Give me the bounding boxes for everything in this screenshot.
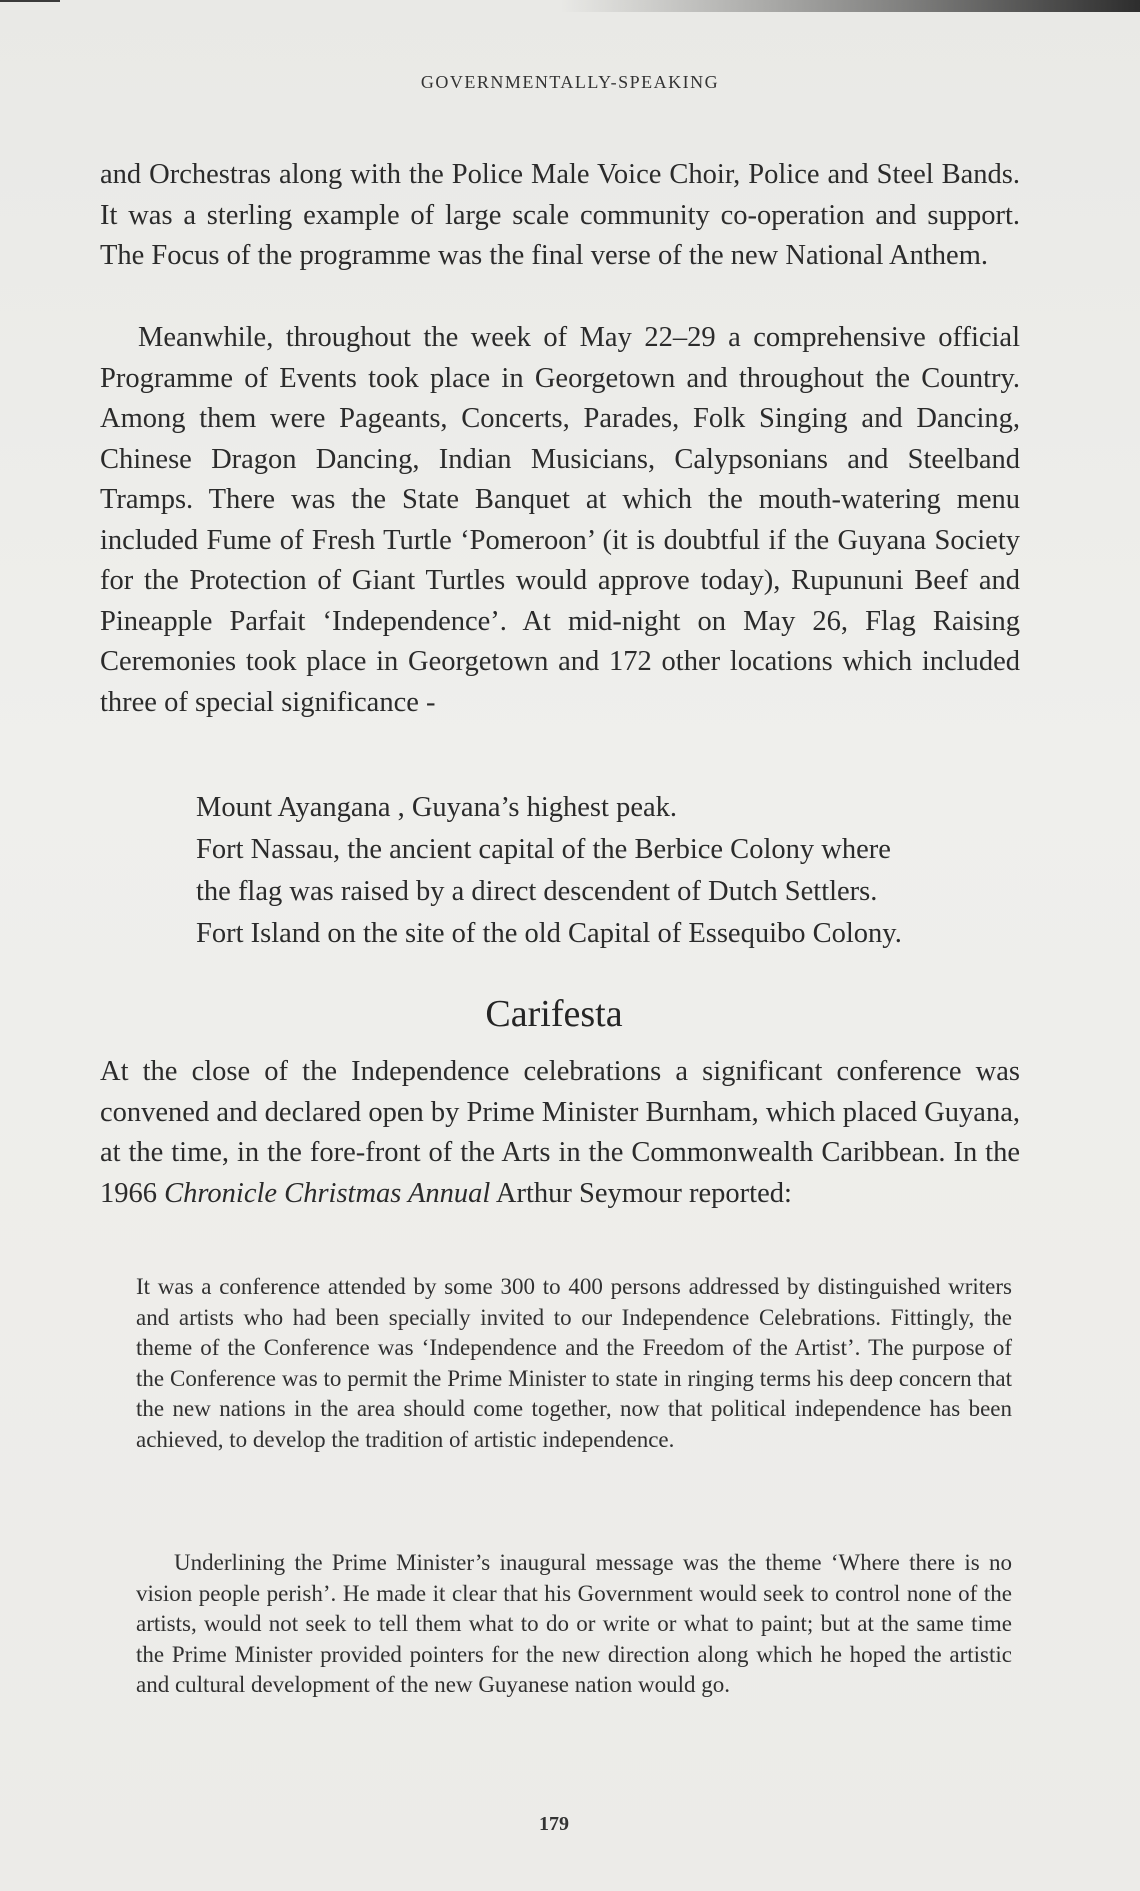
- location-line: Fort Island on the site of the old Capital of Essequibo Colony.: [196, 918, 902, 949]
- paragraph-2-text: Meanwhile, throughout the week of May 22–29 a comprehensive official Programme of Events took place in Georgetown and throughout the Country. Among them were Pageants, Concerts, Parades, Folk Singing and Dancing, Chinese Dragon Dancing, Indian Musicians, Calypsonians and Steelband Tramps. There was the State Banquet at which the mouth-watering menu included Fume of Fresh Turtle ‘Pomeroon’ (it is doubtful if the Guyana Society for the Protection of Giant Turtles would approve today), Rupununi Beef and Pineapple Parfait ‘Independence’. At mid-night on May 26, Flag Raising Ceremonies took place in Georgetown and 172 other locations which included three of special significance -: [100, 322, 1020, 718]
- paragraph-3: [100, 1052, 1020, 1214]
- paragraph-3-after: Arthur Seymour reported:: [490, 1177, 792, 1209]
- page-edge-line: [0, 0, 60, 2]
- page-edge-shadow: [560, 0, 1140, 12]
- paragraph-3-text: [100, 1052, 1020, 1214]
- paragraph-1-text: and Orchestras along with the Police Male Voice Choir, Police and Steel Bands. It was a sterling example of large scale community co-operation and support. The Focus of the programme was the final verse of the new National Anthem.: [100, 159, 1020, 271]
- running-head: GOVERNMENTALLY-SPEAKING: [420, 72, 720, 92]
- location-line: the flag was raised by a direct descendent of Dutch Settlers.: [196, 876, 878, 907]
- block-quote-1-text: It was a conference attended by some 300 to 400 persons addressed by distinguished writers and artists who had been specially invited to our Independence Celebrations. Fittingly, the theme of the Conference was ‘Independence and the Freedom of the Artist’. The purpose of the Conference was to permit the Prime Minister to state in ringing terms his deep concern that the new nations in the area should come together, now that political independence has been achieved, to develop the tradition of artistic independence.: [136, 1274, 1012, 1452]
- block-quote-2-text: Underlining the Prime Minister’s inaugural message was the theme ‘Where there is no vision people perish’. He made it clear that his Government would seek to control none of the artists, would not seek to tell them what to do or write or what to paint; but at the same time the Prime Minister provided pointers for the new direction along which he hoped the artistic and cultural development of the new Guyanese nation would go.: [136, 1550, 1012, 1697]
- paragraph-2: [100, 318, 1020, 723]
- paragraph-3-before: At the close of the Independence celebrations a significant conference was convened and declared open by Prime Minister Burnham, which placed Guyana, at the time, in the fore-front of the Arts in the Commonwealth Caribbean. In the 1966: [100, 1056, 1020, 1209]
- block-quote-2: [136, 1548, 1012, 1701]
- paragraph-1: [100, 155, 1020, 277]
- block-quote-1: [136, 1272, 1012, 1455]
- publication-title: Chronicle Christmas Annual: [164, 1177, 491, 1209]
- location-line: Mount Ayangana , Guyana’s highest peak.: [196, 792, 677, 823]
- section-heading: Carifesta: [485, 993, 623, 1035]
- flag-raising-locations: [196, 787, 1016, 955]
- page-number: 179: [539, 1813, 569, 1835]
- location-line: Fort Nassau, the ancient capital of the Berbice Colony where: [196, 834, 891, 865]
